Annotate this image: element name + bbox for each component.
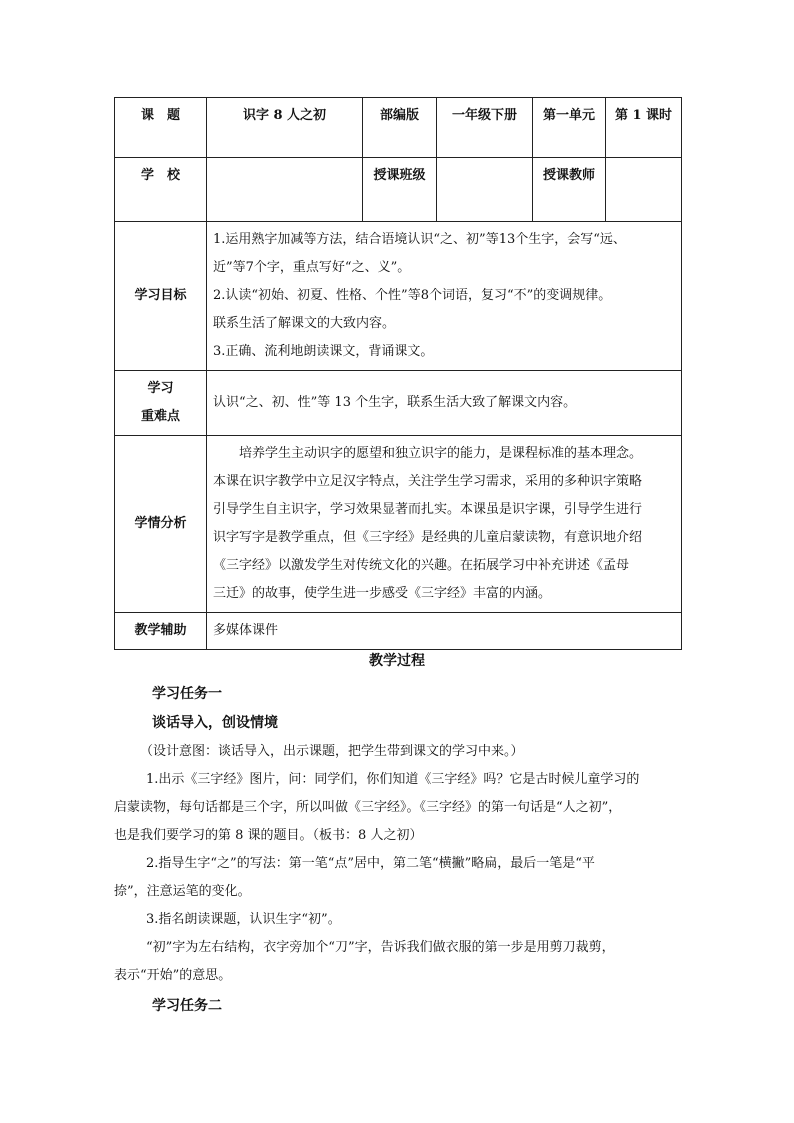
- keypoints-label-line2: 重难点: [140, 409, 180, 424]
- task1-heading: 学习任务一: [152, 686, 222, 702]
- table-row-goals: [115, 222, 682, 371]
- aids-content: 多媒体课件: [207, 613, 682, 650]
- keypoints-content: 认识“之、初、性”等 13 个生字，联系生活大致了解课文内容。: [207, 371, 682, 436]
- aids-label: 教学辅助: [115, 613, 207, 650]
- class-label: 授课班级: [363, 158, 437, 222]
- goal-line: 近”等7个字，重点写好“之、义”。: [213, 260, 411, 275]
- analysis-line: 《三字经》以激发学生对传统文化的兴趣。在拓展学习中补充讲述《孟母: [213, 558, 630, 573]
- step3-detail-line: “初”字为左右结构，衣字旁加个“刀”字，告诉我们做衣服的第一步是用剪刀裁剪，: [146, 940, 615, 955]
- analysis-line: 引导学生自主识字，学习效果显著而扎实。本课虽是识字课，引导学生进行: [213, 502, 643, 517]
- school-value: [207, 158, 363, 222]
- step1-line: 1.出示《三字经》图片，问：同学们，你们知道《三字经》吗？它是古时候儿童学习的: [146, 772, 640, 787]
- table-row-keypoints: [115, 371, 682, 436]
- goals-content: [207, 222, 682, 371]
- goal-line: 2.认读“初始、初夏、性格、个性”等8个词语，复习“不”的变调规律。: [213, 288, 612, 303]
- step2-line: 2.指导生字“之”的写法：第一笔“点”居中，第二笔“横撇”略扁，最后一笔是“平: [146, 856, 595, 871]
- step2-line: 捺”，注意运笔的变化。: [114, 884, 251, 899]
- lesson-info-table: [114, 97, 682, 650]
- grade-cell: 一年级下册: [437, 98, 533, 158]
- edition-cell: 部编版: [363, 98, 437, 158]
- goal-line: 3.正确、流利地朗读课文，背诵课文。: [213, 344, 434, 359]
- step3-line: 3.指名朗读课题，认识生字“初”。: [146, 912, 341, 927]
- class-value: [437, 158, 533, 222]
- analysis-line: 培养学生主动识字的愿望和独立识字的能力，是课程标准的基本理念。: [213, 446, 643, 461]
- step1-line: 也是我们要学习的第 8 课的题目。（板书：8 人之初）: [114, 828, 423, 843]
- period-cell: 第 1 课时: [606, 98, 682, 158]
- goal-line: 联系生活了解课文的大致内容。: [213, 316, 396, 331]
- table-row-school: [115, 158, 682, 222]
- goals-label: 学习目标: [115, 222, 207, 371]
- lesson-title: 识字 8 人之初: [207, 98, 363, 158]
- teacher-label: 授课教师: [533, 158, 606, 222]
- task1-subheading: 谈话导入，创设情境: [152, 715, 278, 731]
- unit-cell: 第一单元: [533, 98, 606, 158]
- design-intent: （设计意图：谈话导入，出示课题，把学生带到课文的学习中来。）: [140, 744, 524, 759]
- step1-line: 启蒙读物，每句话都是三个字，所以叫做《三字经》。《三字经》的第一句话是“人之初”，: [114, 800, 622, 815]
- table-row-title: [115, 98, 682, 158]
- goal-line: 1.运用熟字加减等方法，结合语境认识“之、初”等13个生字，会写“远、: [213, 232, 626, 247]
- keypoints-label-line1: 学习: [147, 381, 174, 396]
- table-row-analysis: [115, 436, 682, 613]
- teacher-value: [606, 158, 682, 222]
- analysis-line: 本课在识字教学中立足汉字特点，关注学生学习需求，采用的多种识字策略: [213, 474, 643, 489]
- step3-detail-line: 表示“开始”的意思。: [114, 968, 232, 983]
- table-row-aids: [115, 613, 682, 650]
- keypoints-label: [115, 371, 207, 436]
- analysis-label: 学情分析: [115, 436, 207, 613]
- school-label: 学 校: [115, 158, 207, 222]
- subject-label: 课 题: [115, 98, 207, 158]
- analysis-line: 三迁》的故事，使学生进一步感受《三字经》丰富的内涵。: [213, 586, 552, 601]
- analysis-content: [207, 436, 682, 613]
- process-title: 教学过程: [369, 653, 425, 669]
- analysis-line: 识字写字是教学重点，但《三字经》是经典的儿童启蒙读物，有意识地介绍: [213, 530, 643, 545]
- task2-heading: 学习任务二: [152, 998, 222, 1014]
